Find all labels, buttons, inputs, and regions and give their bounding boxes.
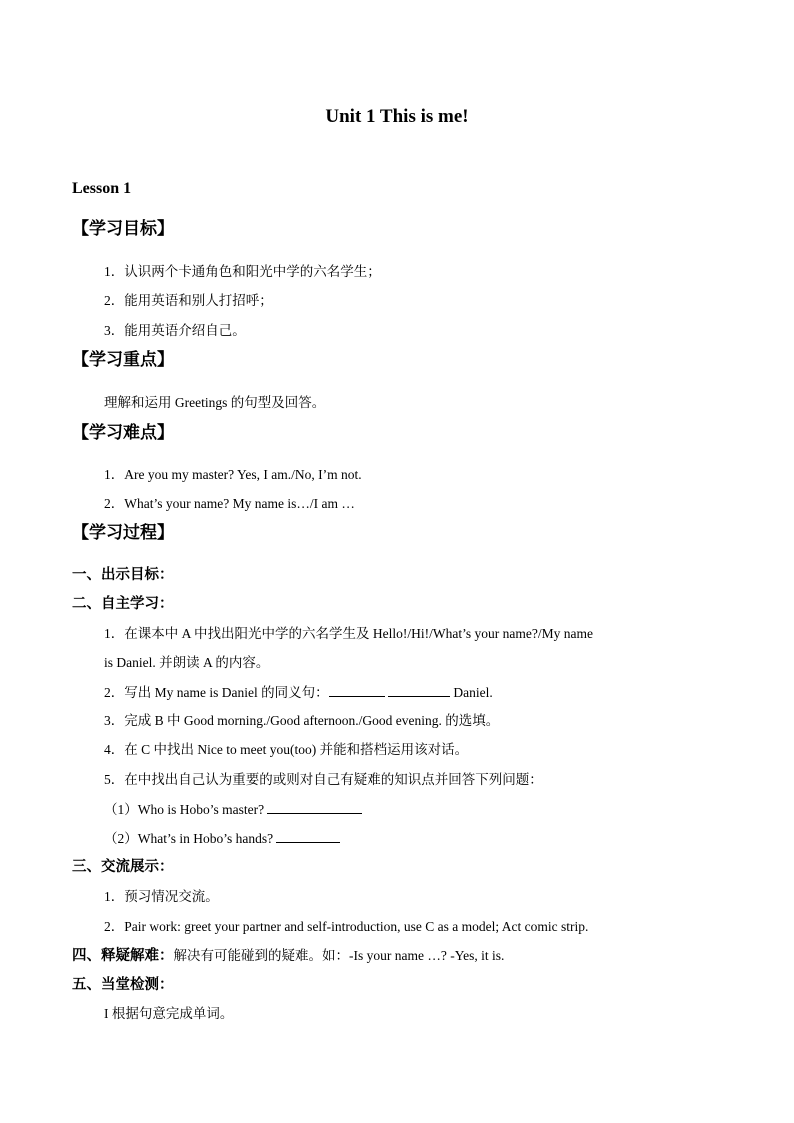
lesson-heading: Lesson 1 [72,180,132,197]
difficulty-item-1: 1．Are you my master? Yes, I am./No, I’m not. [104,467,362,482]
self-study-item-1-line-2: is Daniel. 并朗读 A 的内容。 [104,655,270,670]
self-study-item-3: 3．完成 B 中 Good morning./Good afternoon./Good evening. 的选填。 [104,713,500,728]
process-heading: 【学习过程】 [72,523,174,542]
section-4 [72,947,504,965]
exchange-item-2: 2．Pair work: greet your partner and self-introduction, use C as a model; Act comic strip. [104,919,589,934]
section-4-text: 解决有可能碰到的疑难。如：-Is your name …? -Yes, it is. [173,948,505,963]
section-3-title: 三、交流展示： [72,859,174,875]
key-points-heading: 【学习重点】 [72,350,174,369]
goal-item-2: 2．能用英语和别人打招呼； [104,293,273,308]
exchange-item-1: 1．预习情况交流。 [104,889,219,904]
self-study-item-2-prefix: 2．写出 My name is Daniel 的同义句： [104,685,329,700]
goals-heading: 【学习目标】 [72,219,174,238]
self-study-item-5: 5．在中找出自己认为重要的或则对自己有疑难的知识点并回答下列问题： [104,772,543,787]
difficulty-item-2: 2．What’s your name? My name is…/I am … [104,496,355,511]
document-title: Unit 1 This is me! [325,106,469,127]
answer-blank-1[interactable] [329,683,385,697]
goal-item-1: 1．认识两个卡通角色和阳光中学的六名学生； [104,264,381,279]
section-1-title: 一、出示目标： [72,567,174,583]
key-points-text: 理解和运用 Greetings 的句型及回答。 [104,395,326,410]
section-2-title: 二、自主学习： [72,596,174,612]
question-1 [104,800,362,819]
goal-item-3: 3．能用英语介绍自己。 [104,323,246,338]
section-5-text: I 根据句意完成单词。 [104,1006,234,1021]
self-study-item-4: 4．在 C 中找出 Nice to meet you(too) 并能和搭档运用该对话。 [104,742,469,757]
self-study-item-2 [104,683,493,702]
question-1-answer-blank[interactable] [267,800,362,814]
question-1-text: （1）Who is Hobo’s master? [104,802,265,817]
self-study-item-1-line-1: 1．在课本中 A 中找出阳光中学的六名学生及 Hello!/Hi!/What’s your name?/My name [104,626,593,641]
question-2 [104,829,340,848]
self-study-item-2-suffix: Daniel. [449,685,493,700]
answer-blank-2[interactable] [388,683,450,697]
section-5-title: 五、当堂检测： [72,977,174,993]
section-4-title: 四、释疑解难： [72,948,174,964]
question-2-answer-blank[interactable] [276,829,340,843]
difficulties-heading: 【学习难点】 [72,423,174,442]
question-2-text: （2）What’s in Hobo’s hands? [104,831,274,846]
